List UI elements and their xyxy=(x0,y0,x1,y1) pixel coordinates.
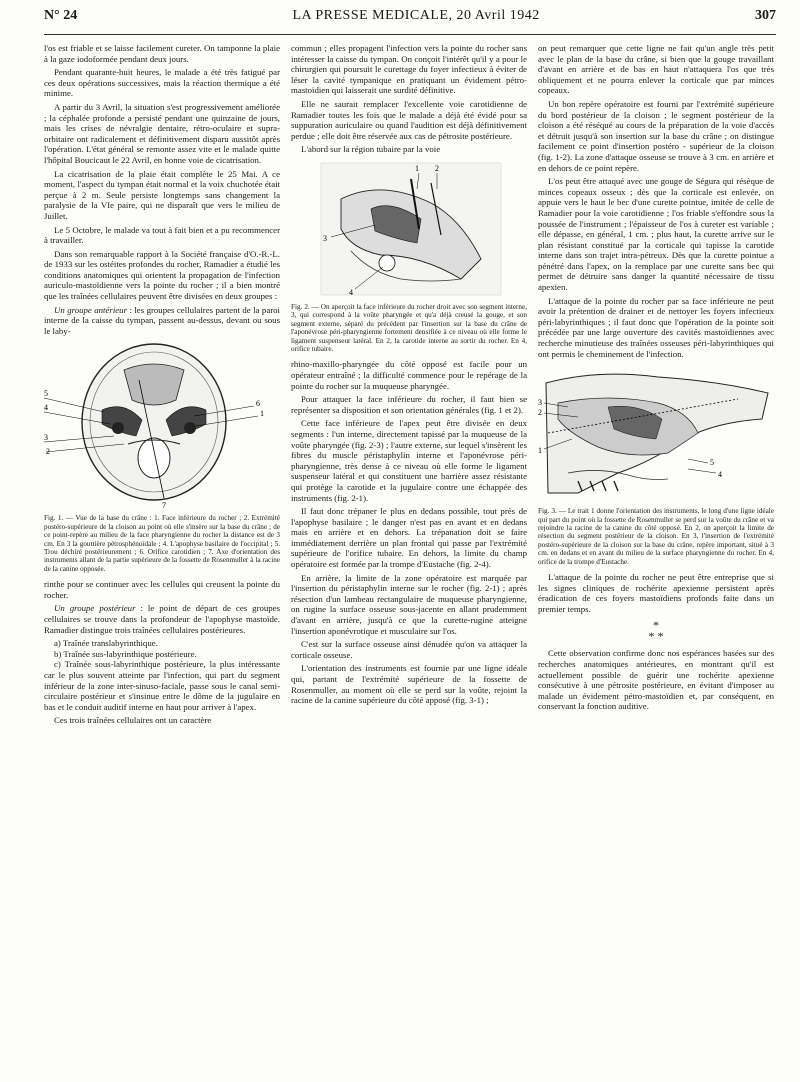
paragraph: L'abord sur la région tubaire par la voie xyxy=(301,144,441,155)
fig2-label: 3 xyxy=(323,233,327,243)
paragraph: L'orientation des instruments est fournie par une ligne idéale qui, partant de l'extrémité supérieure de la fossette de Rosenmuller, au moment où elle se perd sur la voûte, rejoint la racine de la canine supérieure du côté apposé (fig. 3-1) ; xyxy=(291,663,527,706)
paragraph: rhino-maxillo-pharyngée du côté opposé est facile pour un opérateur entraîné ; la difficulté commence pour le repérage de la pointe du rocher sur la muqueuse pharyngée. xyxy=(291,359,527,391)
paragraph: Ces trois traînées cellulaires ont un caractère xyxy=(54,715,212,726)
paragraph: l'os est friable et se laisse facilement cureter. On tamponne la plaie à la gaze iodoformée pendant deux jours. xyxy=(44,43,280,64)
paragraph: commun ; elles propagent l'infection vers la pointe du rocher sans intéresser la caisse du tympan. On conçoit l'intérêt qu'il y a pour le chirurgien qui poursuit le curettage du foyer infectieux à éviter de léser la cavité tympanique en pratiquant un évidement pétro-mastoïdien qui laisserait une surdité définitive. xyxy=(291,43,527,96)
paragraph: on peut remarquer que cette ligne ne fait qu'un angle très petit avec le plan de la base du crâne, si bien que la gouge travaillant d'avant en arrière et de bas en haut n'attaquera l'os que très obliquement et ne pourra enlever la corticale que par minces copeaux. xyxy=(538,43,774,96)
fig1-label: 3 xyxy=(44,433,48,443)
paragraph xyxy=(44,603,280,635)
figure-1-caption: Fig. 1. — Vue de la base du crâne : 1. Face inférieure du rocher ; 2. Extrémité postéro-supérieure de la cloison au point où elle s'insère sur la base du crâne ; de ce point-repère au milieu de la face pharyngienne du rocher la distance est de 3 cm. En 3 la gouttière pétrosphénoïdale ; 4. L'apophyse basilaire de l'occipital ; 5. Trou déchiré postérieurement ; 6. Orifice carotidien ; 7. Axe d'orientation des instruments allant de la partie supérieure de la fossette de Rosenmuller à la racine de la canine opposée. xyxy=(44,514,280,573)
paragraph: C'est sur la surface osseuse ainsi dénudée qu'on va attaquer la corticale osseuse. xyxy=(291,639,527,660)
emphasis: Un groupe postérieur xyxy=(54,603,136,614)
fig1-label: 4 xyxy=(44,403,48,413)
paragraph: rinthe pour se continuer avec les cellules qui creusent la pointe du rocher. xyxy=(44,579,280,600)
paragraph-text: : les groupes cellulaires partent de la paroi interne de la caisse du tympan, passent au-dessus, devant ou sous le laby- xyxy=(44,304,280,336)
fig3-label: 4 xyxy=(718,470,722,480)
figure-2-petrous-apex xyxy=(291,159,527,299)
paragraph: L'os peut être attaqué avec une gouge de Ségura qui résèque de minces copeaux osseux ; dès que la corticale est enlevée, on appuie vers le haut le bec d'une curette pointue, imitée de celle de Ramadier pour la voie carotidienne ; l'os friable s'effondre sous la poussée de l'instrument ; l'épaisseur de l'os à cureter est variable ; elle dépasse, en général, 1 cm. ; plus haut, la curette arrive sur le plan résistant constitué par la corticale qui tapisse la carotide interne dans son trajet intra-pétreux. Dès que la curette pointue a pénétré dans l'apex, on la remplace par une curette sans bec qui permet de détruire sans danger la quantité nécessaire de tissu apexien. xyxy=(538,176,774,293)
list-item: c) Traînée sous-labyrinthique postérieure, la plus intéressante car le plus souvent atteinte par l'infection, qui part du segment inférieur de la zone inter-sinuso-faciale, passe sous le canal semi-circulaire postérieur et s'insinue entre le dôme de la jugulaire en bas et le conduit auditif interne en haut pour arriver à l'apex. xyxy=(44,659,280,712)
column-3 xyxy=(538,43,774,729)
paragraph: L'attaque de la pointe du rocher ne peut être entreprise que si les signes cliniques de rochérite apexienne persistent après éradication de ces foyers mastoïdiens profonds faite dans un premier temps. xyxy=(538,572,774,614)
column-1 xyxy=(44,43,280,729)
emphasis: Un groupe antérieur xyxy=(54,304,127,315)
issue-number: N° 24 xyxy=(44,8,78,23)
fig3-label: 5 xyxy=(710,458,714,468)
cell-tracts-list xyxy=(44,638,280,712)
text-columns xyxy=(44,43,776,729)
paragraph: Le 5 Octobre, le malade va tout à fait bien et a pu recommencer à travailler. xyxy=(44,224,280,246)
paragraph: Dans son remarquable rapport à la Société française d'O.-R.-L. de 1933 sur les ostéites profondes du rocher, Ramadier a étudié les conditions anatomiques qui orientent la propagation de l'infection auriculo-mastoïdienne vers la pointe du rocher ; il a bien montré que les traînées cellulaires peuvent être divisées en deux groupes : xyxy=(44,248,280,302)
list-item: b) Traînée sus-labyrinthique postérieure. xyxy=(54,648,197,659)
fig1-label: 7 xyxy=(162,501,166,511)
paragraph: Cette face inférieure de l'apex peut être divisée en deux segments : l'un interne, directement tapissé par la muqueuse de la voûte pharyngée (fig. 2-3) ; l'autre externe, sur lequel s'insèrent les fibres du muscle péristaphylin interne et l'aponévrose péri-pharyngienne, très dense à ce niveau où elle forme le ligament suspenseur latéral et qui constituent une barrière assez résistante qui protège la carotide et la jugulaire contre une échappée des instruments (fig. 2-1). xyxy=(291,418,527,503)
figure-2-caption: Fig. 2. — On aperçoit la face inférieure du rocher droit avec son segment interne, 3, qui correspond à la voûte pharyngée et qu'a déjà creusé la gouge, et son segment externe, séparé du précédent par l'insertion sur la base du crâne de l'aponévrose péri-pharyngienne fortement densifiée à ce niveau où elle forme le ligament suspenseur latéral. En 2, la carotide interne au sortir du rocher. En 4, orifice tubaire. xyxy=(291,302,527,353)
section-divider-asterism: * * * xyxy=(648,618,664,644)
fig1-label: 5 xyxy=(44,389,48,399)
journal-title: LA PRESSE MEDICALE, 20 Avril 1942 xyxy=(292,8,540,23)
list-item: a) Traînée translabyrinthique. xyxy=(54,638,158,649)
paragraph: L'attaque de la pointe du rocher par sa face inférieure ne peut avoir la prétention de drainer et de nettoyer les foyers infectieux péri-labyrinthiques ; il faut donc que l'opération de la pointe soit précédée par une large ouverture des cavités mastoïdiennes avec recherche minutieuse des traînées osseuses péri-labyrinthiques qui ont permis le cheminement de l'infection. xyxy=(538,295,774,359)
paragraph-text: : le point de départ de ces groupes cellulaires se trouve dans la profondeur de l'apophyse mastoïde. Ramadier distingue trois traînées cellulaires postérieures. xyxy=(44,603,280,635)
column-2 xyxy=(291,43,527,729)
figure-3-sagittal-section xyxy=(538,363,774,503)
paragraph xyxy=(44,305,280,337)
paragraph: Pour attaquer la face inférieure du rocher, il faut bien se représenter sa disposition et son orientation générales (fig. 1 et 2). xyxy=(291,394,527,415)
running-header xyxy=(44,8,776,35)
paragraph: A partir du 3 Avril, la situation s'est progressivement améliorée ; la céphalée profonde a persisté pendant une quinzaine de jours, mais les crises de névralgie dentaire, rétro-oculaire et supra-orbitaire ont radicalement et définitivement disparu aussitôt après l'opération. L'état général se remonte assez vite et le malade quitte l'hôpital Boucicaut le 22 Avril, en bonne voie de cicatrisation. xyxy=(44,101,280,165)
page-number: 307 xyxy=(754,8,776,23)
figure-1-skull-base xyxy=(44,340,280,510)
fig2-label: 2 xyxy=(435,163,439,173)
figure-3-caption: Fig. 3. — Le trait 1 donne l'orientation des instruments, le long d'une ligne idéale qui part du point où la fossette de Rosenmuller se perd sur la voûte du crâne et va rejoindre la racine de la canine du côté opposé. En 2, on aperçoit la limite de résection du segment postérieur de la cloison. En 3, l'insertion de l'extrémité postéro-supérieure de la cloison sur la base du crâne, repère important, situé à 3 cm. en dedans et en avant du milieu de la surface pharyngienne du rocher. En 4, orifice de la trompe d'Eustache. xyxy=(538,507,774,566)
paragraph: Il faut donc trépaner le plus en dedans possible, tout près de l'apophyse basilaire ; le danger n'est pas en avant et en dedans mais en arrière et en dehors. La trépanation doit se faire immédiatement derrière un plan frontal qui passe par l'extrémité supérieure de l'orifice tubaire. En dehors, la limite du champ opératoire est formée par la trompe d'Eustache (fig. 2-4). xyxy=(291,506,527,570)
fig1-label: 2 xyxy=(46,447,50,457)
fig3-label: 3 xyxy=(538,398,542,408)
fig1-label: 1 xyxy=(260,409,264,419)
fig2-label: 1 xyxy=(415,163,419,173)
fig1-label: 6 xyxy=(256,399,260,409)
fig3-label: 1 xyxy=(538,446,542,456)
paragraph: La cicatrisation de la plaie était complète le 25 Mai. A ce moment, l'aspect du tympan était normal et la voix chuchotée était perçue à 2 m. Seule persiste longtemps sans changement la paralysie de la VIe paire, qui ne disparaît que vers le milieu de Juillet. xyxy=(44,168,280,221)
fig2-label: 4 xyxy=(349,287,353,297)
fig3-label: 2 xyxy=(538,408,542,418)
paragraph: Un bon repère opératoire est fourni par l'extrémité supérieure du bord postérieur de la cloison ; le segment postérieur de la cloison a été réséqué au cours de la préparation de la voie d'accès et détruit jusqu'à son insertion sur la base du crâne ; on distingue facilement ce point d'insertion postéro - supérieur de la cloison (fig. 1-2). La zone d'attaque osseuse se trouve à 3 cm. en arrière et en dehors de ce point repère. xyxy=(538,98,774,173)
paragraph: Pendant quarante-huit heures, le malade a été très fatigué par ces deux opérations successives, mais la réaction thermique a été minime. xyxy=(44,67,280,99)
paragraph: En arrière, la limite de la zone opératoire est marquée par l'insertion du péristaphylin interne sur le rocher (fig. 2-1) ; après résection d'un lambeau rectangulaire de muqueuse pharyngienne, on rugine la surface osseuse sous-jacente en allant prudemment d'avant en arrière, jusqu'à ce que la curette-rugine atteigne l'insertion aponévrotique et musculaire sur l'os. xyxy=(291,572,527,636)
paragraph: Cette observation confirme donc nos espérances basées sur des recherches anatomiques antérieures, en montrant qu'il est actuellement possible de guérir une rochérite apexienne consécutive à une pétrosite postérieure, en évitant d'imposer au malade un évidement pétro-mastoïdien et, par conséquent, en conservant la fonction auditive. xyxy=(538,648,774,712)
paragraph: Elle ne saurait remplacer l'excellente voie carotidienne de Ramadier toutes les fois que le malade a déjà été évidé pour sa suppuration auriculaire ou quand l'audition est déjà définitivement perdue ; elle doit être réservée aux cas de pétrosite postérieure. xyxy=(291,98,527,141)
